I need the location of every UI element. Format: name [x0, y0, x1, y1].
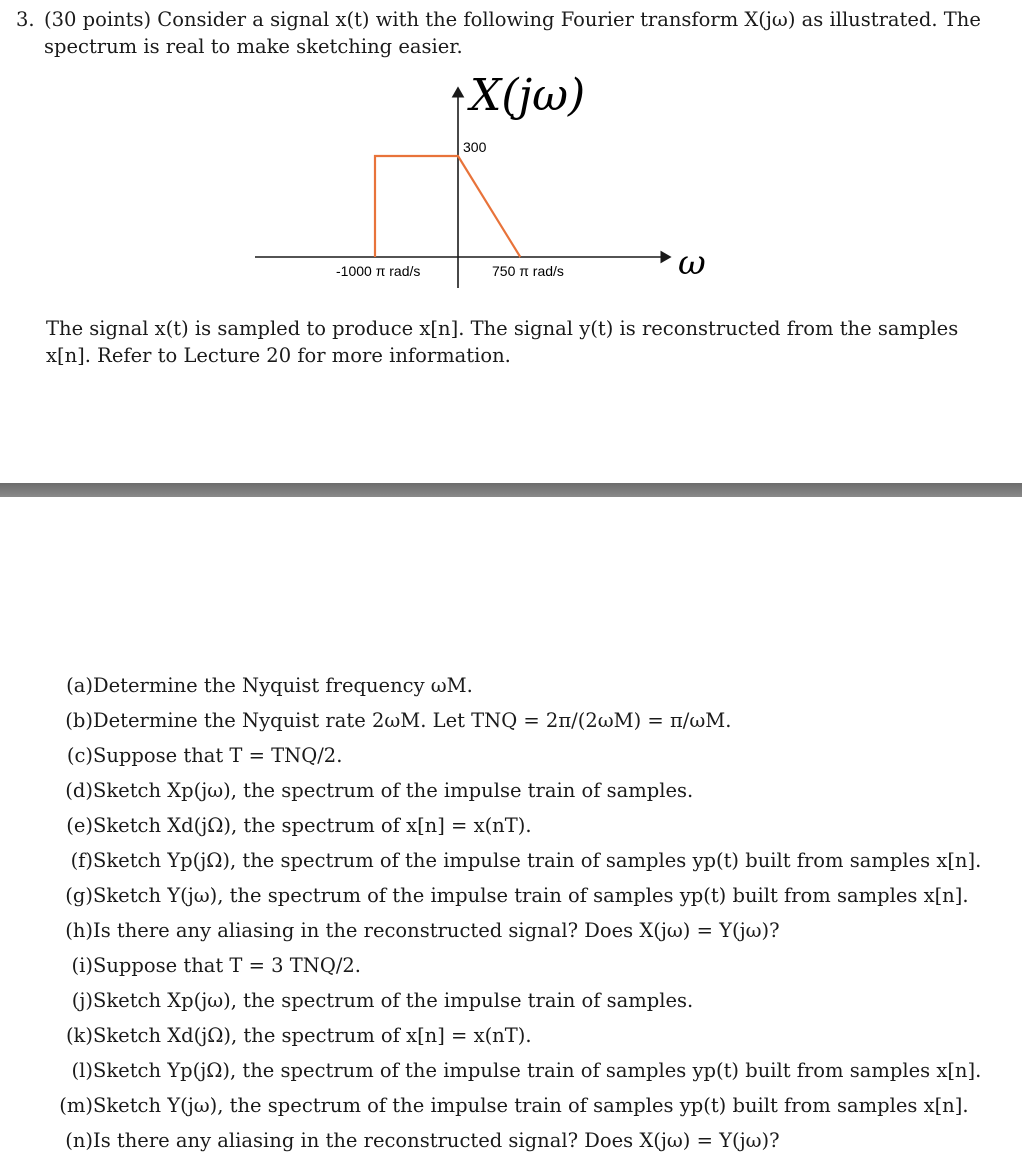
part-label: (g)	[65, 884, 93, 907]
problem-intro-text: (30 points) Consider a signal x(t) with the following Fourier transform X(jω) as illustrated. The	[44, 8, 981, 31]
part-text: Sketch Xp(jω), the spectrum of the impulse train of samples.	[93, 779, 694, 802]
question-parts-list	[46, 668, 1006, 1158]
x-tick-label-left: -1000 π rad/s	[336, 263, 421, 279]
part-label: (i)	[71, 954, 93, 977]
part-k	[46, 1018, 1006, 1053]
part-i	[46, 948, 1006, 983]
part-label: (b)	[65, 709, 93, 732]
part-n	[46, 1123, 1006, 1158]
part-text: Determine the Nyquist rate 2ωM. Let TNQ = 2π/(2ωM) = π/ωM.	[93, 709, 732, 732]
spectrum-figure	[0, 0, 1022, 300]
spectrum-title: X(jω)	[470, 70, 586, 121]
y-tick-label-300: 300	[463, 139, 487, 155]
paragraph-line-2: x[n]. Refer to Lecture 20 for more information.	[46, 344, 511, 367]
part-text: Determine the Nyquist frequency ωM.	[93, 674, 473, 697]
part-text: Sketch Xd(jΩ), the spectrum of x[n] = x(nT).	[93, 814, 532, 837]
part-text: Suppose that T = TNQ/2.	[93, 744, 343, 767]
part-text: Sketch Y(jω), the spectrum of the impulse train of samples yp(t) built from samples x[n].	[93, 1094, 969, 1117]
part-h	[46, 913, 1006, 948]
part-text: Sketch Y(jω), the spectrum of the impulse train of samples yp(t) built from samples x[n].	[93, 884, 969, 907]
part-text: Sketch Yp(jΩ), the spectrum of the impulse train of samples yp(t) built from samples x[n].	[93, 1059, 982, 1082]
page-divider	[0, 483, 1022, 497]
part-label: (f)	[70, 849, 93, 872]
part-text: Sketch Yp(jΩ), the spectrum of the impulse train of samples yp(t) built from samples x[n].	[93, 849, 982, 872]
part-c	[46, 738, 1006, 773]
part-label: (d)	[65, 779, 93, 802]
part-f	[46, 843, 1006, 878]
part-text: Is there any aliasing in the reconstructed signal? Does X(jω) = Y(jω)?	[93, 919, 780, 942]
part-label: (m)	[59, 1094, 93, 1117]
part-label: (j)	[71, 989, 93, 1012]
part-label: (e)	[66, 814, 93, 837]
part-label: (h)	[65, 919, 93, 942]
x-tick-label-right: 750 π rad/s	[492, 263, 564, 279]
omega-axis-label: ω	[678, 243, 706, 283]
part-e	[46, 808, 1006, 843]
part-label: (l)	[71, 1059, 93, 1082]
part-label: (n)	[65, 1129, 93, 1152]
part-text: Sketch Xd(jΩ), the spectrum of x[n] = x(nT).	[93, 1024, 532, 1047]
paragraph-line-1: The signal x(t) is sampled to produce x[n]. The signal y(t) is reconstructed from the samples	[46, 317, 959, 340]
part-label: (k)	[65, 1024, 93, 1047]
part-text: Suppose that T = 3 TNQ/2.	[93, 954, 362, 977]
part-l	[46, 1053, 1006, 1088]
part-b	[46, 703, 1006, 738]
part-label: (a)	[66, 674, 93, 697]
part-text: Is there any aliasing in the reconstructed signal? Does X(jω) = Y(jω)?	[93, 1129, 780, 1152]
part-g	[46, 878, 1006, 913]
part-text: Sketch Xp(jω), the spectrum of the impulse train of samples.	[93, 989, 694, 1012]
sampling-paragraph	[46, 315, 981, 369]
part-j	[46, 983, 1006, 1018]
part-m	[46, 1088, 1006, 1123]
problem-number: 3.	[16, 8, 35, 31]
problem-line-2: spectrum is real to make sketching easier.	[44, 35, 463, 58]
part-a	[46, 668, 1006, 703]
spectrum-curve	[375, 156, 520, 257]
part-d	[46, 773, 1006, 808]
part-label: (c)	[66, 744, 93, 767]
